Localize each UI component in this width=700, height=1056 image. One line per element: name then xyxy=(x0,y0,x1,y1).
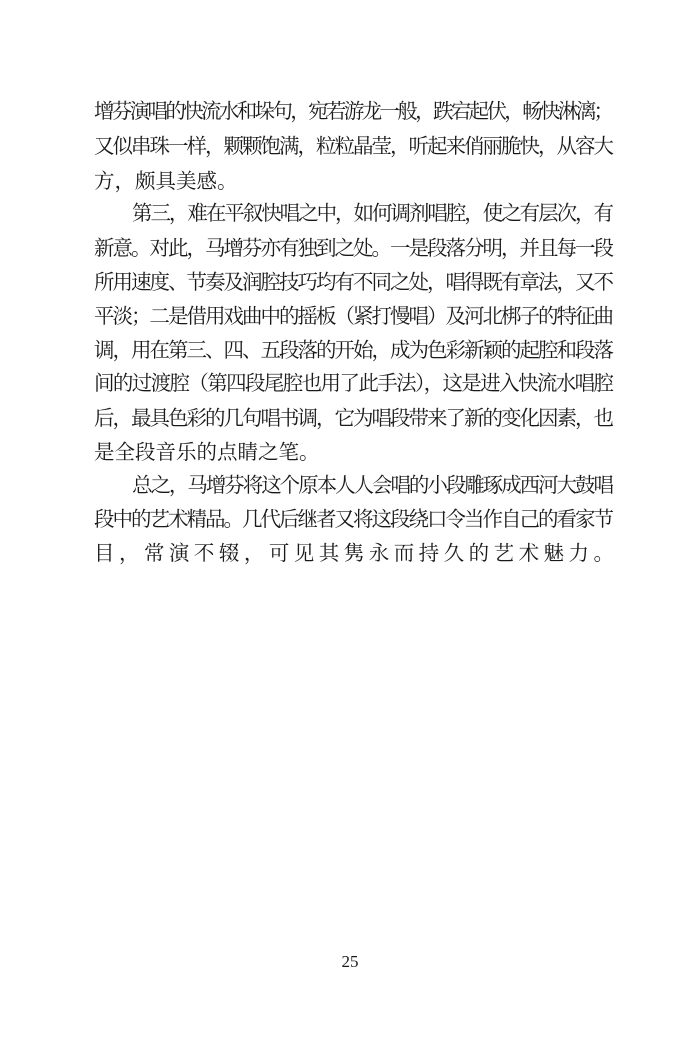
text-line-14: 目，常演不辍，可见其隽永而持久的艺术魅力。 xyxy=(94,541,619,565)
text-line-5: 新意。对此，马增芬亦有独到之处。一是段落分明，并且每一段 xyxy=(94,236,612,260)
text-line-1: 增芬演唱的快流水和垛句，宛若游龙一般，跌宕起伏，畅快淋漓； xyxy=(94,99,612,123)
text-line-8: 调，用在第三、四、五段落的开始，成为色彩新颖的起腔和段落 xyxy=(94,338,612,362)
text-line-4: 第三，难在平叙快唱之中，如何调剂唱腔，使之有层次，有 xyxy=(132,201,612,225)
text-line-10: 后，最具色彩的几句唱书调，它为唱段带来了新的变化因素，也 xyxy=(94,406,612,430)
text-line-9: 间的过渡腔（第四段尾腔也用了此手法），这是进入快流水唱腔 xyxy=(94,371,613,395)
text-line-12: 总之，马增芬将这个原本人人会唱的小段雕琢成西河大鼓唱 xyxy=(132,473,612,497)
text-line-2: 又似串珠一样，颗颗饱满，粒粒晶莹，听起来俏丽脆快，从容大 xyxy=(94,134,612,158)
text-line-11: 是全段音乐的点睛之笔。 xyxy=(94,440,320,464)
text-line-13: 段中的艺术精品。几代后继者又将这段绕口令当作自己的看家节 xyxy=(94,507,612,531)
text-line-7: 平淡；二是借用戏曲中的摇板（紧打慢唱）及河北梆子的特征曲 xyxy=(94,304,612,328)
text-line-6: 所用速度、节奏及润腔技巧均有不同之处，唱得既有章法，又不 xyxy=(94,270,612,294)
page-number: 25 xyxy=(341,952,359,971)
text-line-3: 方，颇具美感。 xyxy=(94,169,238,193)
